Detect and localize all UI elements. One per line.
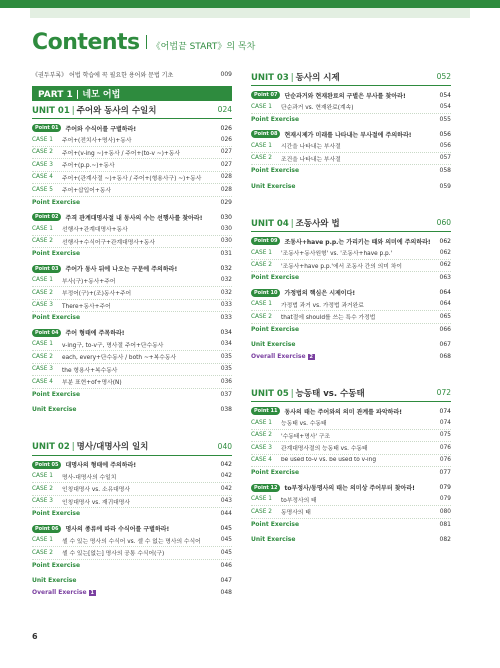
unit-title: 동사의 시제 [295, 72, 340, 83]
case-page: 057 [439, 155, 451, 162]
case-label: CASE 2 [32, 238, 53, 245]
case-label: CASE 1 [32, 136, 53, 143]
case-row[interactable] [32, 364, 232, 377]
unit-exercise-row[interactable] [32, 575, 232, 587]
point-exercise-label: Point Exercise [32, 314, 81, 322]
case-page: 030 [220, 225, 232, 232]
case-title: 선행사+수식어구+관계대명사+동사 [62, 239, 155, 246]
point-title: 단순과거와 현재완료의 구별은 부사를 찾아라! [284, 92, 406, 100]
case-title: 주어+삽입어+동사 [62, 188, 111, 195]
case-row[interactable] [32, 236, 232, 249]
case-row[interactable] [32, 275, 232, 288]
point-title: 가정법의 핵심은 시제이다! [284, 290, 356, 297]
point-exercise-page: 046 [220, 561, 232, 569]
point-exercise-label: Point Exercise [32, 250, 81, 258]
point-exercise-page: 031 [220, 250, 232, 258]
unit-exercise-page: 067 [439, 341, 451, 349]
case-label: CASE 1 [32, 473, 53, 480]
point-title: 대명사의 형태에 주의하라! [65, 462, 137, 469]
case-page: 028 [220, 186, 232, 193]
case-page: 027 [220, 161, 232, 168]
case-title: 명사-대명사의 수일치 [62, 474, 117, 481]
case-title: 부정어(구)+(조)동사+주어 [62, 291, 132, 298]
point-pill: Point 11 [251, 407, 280, 415]
unit-title: 주어와 동사의 수일치 [76, 105, 157, 116]
case-row[interactable] [32, 223, 232, 236]
point-pill: Point 10 [251, 289, 280, 297]
unit-exercise-label: Unit Exercise [251, 341, 296, 349]
case-row[interactable] [32, 147, 232, 160]
case-row[interactable] [32, 134, 232, 147]
case-label: CASE 1 [32, 341, 53, 348]
case-label: CASE 4 [32, 378, 53, 385]
case-row[interactable] [32, 496, 232, 509]
unit-number: UNIT 04 [251, 218, 289, 229]
case-title: 조건을 나타내는 부사절 [281, 156, 341, 163]
point-page: 042 [220, 461, 232, 468]
case-page: 026 [220, 136, 232, 143]
unit-exercise-row[interactable] [251, 534, 451, 546]
case-page: 027 [220, 149, 232, 156]
point-row[interactable] [251, 235, 451, 247]
unit-heading-label [251, 387, 365, 399]
case-page: 043 [220, 498, 232, 505]
point-pill: Point 02 [32, 213, 61, 221]
front-matter-page: 009 [220, 70, 232, 78]
case-page: 079 [439, 496, 451, 503]
case-title: 셀 수 있는 명사의 수식어 vs. 셀 수 없는 명사의 수식어 [62, 538, 201, 545]
point-page: 062 [439, 237, 451, 245]
case-title: 단순과거 vs. 현재완료(계속) [281, 105, 354, 112]
case-page: 030 [220, 238, 232, 245]
right-column [251, 68, 451, 546]
case-row[interactable] [32, 483, 232, 496]
point-exercise-row[interactable] [32, 248, 232, 260]
case-page: 033 [220, 302, 232, 309]
point-exercise-page: 063 [439, 274, 451, 282]
point-pill: Point 12 [251, 484, 280, 492]
case-page: 035 [220, 366, 232, 373]
right-units [251, 68, 451, 546]
point-page: 045 [220, 525, 232, 532]
overall-exercise-badge: 1 [90, 589, 95, 596]
case-label: CASE 3 [32, 366, 53, 373]
left-column [32, 68, 232, 598]
case-page: 080 [439, 508, 451, 515]
top-strip [30, 8, 470, 18]
case-label: CASE 3 [251, 444, 272, 451]
case-label: CASE 5 [32, 186, 53, 193]
case-row[interactable] [32, 184, 232, 197]
point-row[interactable] [251, 287, 451, 299]
overall-exercise-page: 048 [220, 588, 232, 596]
case-page: 064 [439, 301, 451, 308]
unit-heading[interactable] [251, 384, 451, 402]
case-title: each, every+단수동사 / both ~+복수동사 [62, 355, 177, 362]
point-exercise-label: Point Exercise [32, 390, 81, 398]
point-page: 056 [439, 130, 451, 138]
unit-heading[interactable] [32, 101, 232, 119]
unit-number: UNIT 03 [251, 72, 289, 83]
case-row[interactable] [251, 494, 451, 507]
case-label: CASE 1 [32, 225, 53, 232]
case-row[interactable] [251, 311, 451, 324]
case-title: There+동사+주어 [62, 303, 111, 310]
case-page: 062 [439, 262, 451, 269]
unit-number: UNIT 05 [251, 388, 289, 399]
case-row[interactable] [32, 172, 232, 185]
point-row[interactable] [251, 128, 451, 140]
unit-exercise-page: 082 [439, 536, 451, 544]
case-title: '수동태+명사' 구조 [281, 433, 331, 440]
unit-exercise-page: 047 [220, 577, 232, 585]
unit-page: 060 [436, 218, 451, 227]
case-label: CASE 1 [32, 277, 53, 284]
unit-exercise-row[interactable] [251, 339, 451, 351]
point-exercise-label: Point Exercise [251, 167, 300, 175]
case-page: 034 [220, 341, 232, 348]
unit-exercise-page: 059 [439, 182, 451, 190]
overall-exercise-row[interactable] [32, 587, 232, 599]
unit-page: 040 [217, 441, 232, 451]
overall-exercise-label [32, 589, 96, 596]
point-exercise-row[interactable] [251, 272, 451, 284]
case-row[interactable] [32, 376, 232, 389]
case-title: 시간을 나타내는 부사절 [281, 144, 341, 151]
point-page: 074 [439, 407, 451, 415]
case-label: CASE 2 [32, 549, 53, 556]
case-label: CASE 2 [32, 353, 53, 360]
case-page: 032 [220, 277, 232, 284]
case-title: 주어+(v-ing ~)+동사 / 주어+(to-v ~)+동사 [62, 150, 180, 157]
part-1-label: PART 1 | 네모 어법 [38, 90, 121, 100]
case-page: 076 [439, 444, 451, 451]
case-page: 036 [220, 378, 232, 385]
case-page: 028 [220, 174, 232, 181]
case-label: CASE 1 [251, 496, 272, 503]
case-title: 셀 수 있는[없는] 명사의 공통 수식어(구) [62, 551, 165, 558]
case-page: 032 [220, 289, 232, 296]
case-title: 주어+(전치사+명사)+동사 [62, 138, 132, 145]
case-title: that절에 should를 쓰는 특수 가정법 [281, 315, 376, 322]
unit-exercise-label: Unit Exercise [32, 406, 77, 414]
unit-divider: | [290, 72, 294, 83]
unit-heading[interactable] [251, 68, 451, 86]
case-row[interactable] [251, 417, 451, 430]
case-title: be used to-v vs. be used to v-ing [281, 457, 377, 464]
case-label: CASE 2 [32, 485, 53, 492]
case-title: '조동사+동사원형' vs. '조동사+have p.p.' [281, 251, 393, 258]
case-row[interactable] [251, 299, 451, 312]
case-title: 부사(구)+동사+주어 [62, 278, 116, 285]
point-row[interactable] [32, 459, 232, 471]
case-title: 인칭대명사 vs. 소유대명사 [62, 487, 130, 494]
point-page: 026 [220, 124, 232, 132]
case-title: 능동태 vs. 수동태 [281, 421, 327, 428]
point-exercise-page: 055 [439, 115, 451, 123]
unit-exercise-label: Unit Exercise [32, 577, 77, 585]
point-row[interactable] [251, 89, 451, 101]
point-title: 동사의 태는 주어와의 의미 관계를 파악하라! [284, 408, 402, 416]
point-pill: Point 01 [32, 124, 61, 132]
unit-exercise-row[interactable] [251, 181, 451, 193]
point-exercise-row[interactable] [32, 197, 232, 209]
point-exercise-label: Point Exercise [251, 274, 300, 282]
case-label: CASE 1 [251, 103, 272, 110]
point-exercise-page: 029 [220, 198, 232, 206]
case-label: CASE 2 [32, 149, 53, 156]
case-title: 선행사+관계대명사+동사 [62, 227, 128, 234]
case-page: 056 [439, 142, 451, 149]
case-title: to부정사의 태 [281, 497, 317, 504]
unit-page: 052 [436, 72, 451, 81]
case-row[interactable] [251, 260, 451, 273]
point-row[interactable] [32, 122, 232, 134]
unit-title: 조동사와 법 [295, 218, 340, 229]
unit-heading-label [251, 71, 340, 83]
case-row[interactable] [251, 442, 451, 455]
point-row[interactable] [251, 405, 451, 417]
unit-title: 능동태 vs. 수동태 [295, 388, 365, 399]
case-title: 동명사의 태 [281, 510, 311, 517]
case-page: 076 [439, 457, 451, 464]
case-page: 045 [220, 537, 232, 544]
overall-exercise-text: Overall Exercise [32, 588, 87, 596]
case-label: CASE 1 [251, 249, 272, 256]
point-title: 현재시제가 미래를 나타내는 부사절에 주의하라! [284, 131, 412, 139]
point-exercise-label: Point Exercise [32, 198, 81, 206]
case-title: v-ing구, to-v구, 명사절 주어+단수동사 [62, 342, 164, 349]
case-row[interactable] [251, 101, 451, 114]
overall-exercise-row[interactable] [251, 351, 451, 363]
unit-divider: | [290, 218, 294, 229]
case-page: 065 [439, 313, 451, 320]
case-label: CASE 2 [251, 313, 272, 320]
point-pill: Point 08 [251, 130, 280, 138]
case-row[interactable] [251, 455, 451, 468]
page-title: Contents [32, 30, 140, 55]
point-row[interactable] [32, 523, 232, 535]
point-exercise-label: Point Exercise [251, 325, 300, 333]
point-pill: Point 09 [251, 237, 280, 245]
case-title: 주어+(p.p.~)+동사 [62, 163, 115, 170]
case-title: '조동사+have p.p.'에서 조동사 간의 의미 차이 [281, 263, 402, 270]
case-label: CASE 1 [32, 537, 53, 544]
point-title: 주어가 동사 뒤에 나오는 구문에 주의하라! [65, 266, 178, 273]
point-exercise-row[interactable] [251, 519, 451, 531]
unit-exercise-label: Unit Exercise [251, 182, 296, 190]
point-pill: Point 03 [32, 265, 61, 273]
unit-heading-label [251, 217, 340, 229]
unit-heading-label [32, 440, 148, 452]
unit-exercise-label: Unit Exercise [251, 536, 296, 544]
point-row[interactable] [32, 327, 232, 339]
case-page: 062 [439, 249, 451, 256]
point-exercise-page: 058 [439, 167, 451, 175]
case-page: 074 [439, 419, 451, 426]
case-label: CASE 1 [251, 301, 272, 308]
case-label: CASE 3 [32, 302, 53, 309]
point-exercise-label: Point Exercise [32, 510, 81, 518]
point-exercise-page: 037 [220, 390, 232, 398]
case-row[interactable] [32, 535, 232, 548]
case-label: CASE 3 [32, 161, 53, 168]
unit-exercise-page: 038 [220, 406, 232, 414]
unit-spacer [32, 416, 232, 438]
unit-page: 072 [436, 388, 451, 397]
case-row[interactable] [32, 471, 232, 484]
unit-heading-label [32, 104, 156, 116]
part-1-banner [32, 86, 232, 101]
top-bar [0, 0, 500, 8]
case-row[interactable] [32, 547, 232, 560]
page-subtitle: 《어법끝 START》의 목차 [151, 42, 256, 52]
overall-exercise-text: Overall Exercise [251, 352, 306, 360]
point-title: 주어와 수식어를 구별하라! [65, 125, 137, 133]
case-label: CASE 2 [251, 262, 272, 269]
point-title: 주격 관계대명사절 내 동사의 수는 선행사를 찾아라! [65, 214, 203, 222]
case-row[interactable] [32, 159, 232, 172]
case-label: CASE 3 [32, 498, 53, 505]
title-divider [146, 35, 147, 49]
point-exercise-label: Point Exercise [32, 561, 81, 569]
case-label: CASE 4 [32, 174, 53, 181]
point-row[interactable] [32, 263, 232, 275]
point-pill: Point 07 [251, 91, 280, 99]
case-row[interactable] [251, 140, 451, 153]
point-exercise-page: 077 [439, 469, 451, 477]
point-row[interactable] [32, 211, 232, 223]
left-units [32, 101, 232, 598]
point-title: 주어 형태에 주목하라! [65, 330, 125, 337]
case-label: CASE 2 [251, 432, 272, 439]
point-exercise-row[interactable] [251, 324, 451, 336]
unit-exercise-row[interactable] [32, 404, 232, 416]
point-page: 030 [220, 213, 232, 221]
point-title: 조동사+have p.p.는 가리키는 때와 의미에 주의하라! [284, 238, 431, 246]
case-row[interactable] [251, 247, 451, 260]
overall-exercise-badge: 2 [309, 353, 314, 360]
case-label: CASE 2 [251, 155, 272, 162]
case-title: 부분 표현+of+명사(N) [62, 380, 122, 387]
point-exercise-page: 033 [220, 314, 232, 322]
unit-title: 명사/대명사의 일치 [76, 442, 149, 452]
point-exercise-row[interactable] [251, 165, 451, 177]
case-label: CASE 2 [32, 289, 53, 296]
case-title: 주어+(관계사절 ~)+동사 / 주어+(형용사구) ~)+동사 [62, 175, 202, 182]
point-page: 079 [439, 484, 451, 491]
unit-divider: | [290, 388, 294, 399]
point-exercise-label: Point Exercise [251, 469, 300, 477]
point-exercise-row[interactable] [251, 467, 451, 479]
case-page: 042 [220, 473, 232, 480]
contents-header [32, 30, 255, 60]
unit-divider: | [71, 442, 75, 452]
point-page: 034 [220, 329, 232, 336]
point-pill: Point 04 [32, 329, 61, 337]
case-page: 075 [439, 432, 451, 439]
case-page: 035 [220, 353, 232, 360]
case-row[interactable] [251, 430, 451, 443]
case-title: 인칭대명사 vs. 재귀대명사 [62, 499, 130, 506]
point-exercise-page: 066 [439, 325, 451, 333]
point-page: 054 [439, 91, 451, 99]
point-exercise-label: Point Exercise [251, 520, 300, 528]
case-label: CASE 1 [251, 419, 272, 426]
point-title: 명사의 종류에 따라 수식어를 구별하라! [65, 526, 170, 533]
point-exercise-page: 044 [220, 510, 232, 518]
unit-heading[interactable] [251, 214, 451, 232]
point-exercise-row[interactable] [32, 560, 232, 572]
page-number: 6 [32, 632, 38, 641]
case-page: 054 [439, 103, 451, 110]
point-exercise-page: 081 [439, 520, 451, 528]
point-exercise-row[interactable] [32, 389, 232, 401]
unit-divider: | [71, 105, 75, 116]
case-label: CASE 2 [251, 508, 272, 515]
front-matter-label: 《권두부록》 어법 학습에 꼭 필요한 용어와 문법 기초 [32, 71, 174, 79]
point-pill: Point 06 [32, 525, 61, 533]
unit-page: 024 [217, 105, 232, 114]
case-row[interactable] [32, 351, 232, 364]
front-matter-row[interactable] [32, 68, 232, 80]
overall-exercise-label [251, 353, 315, 360]
unit-number: UNIT 01 [32, 105, 70, 116]
point-page: 032 [220, 265, 232, 272]
case-row[interactable] [251, 506, 451, 519]
overall-exercise-page: 068 [439, 352, 451, 360]
unit-number: UNIT 02 [32, 442, 70, 452]
point-exercise-row[interactable] [32, 312, 232, 324]
point-pill: Point 05 [32, 461, 61, 469]
point-row[interactable] [251, 482, 451, 494]
point-title: to부정사/동명사의 태는 의미상 주어부터 찾아라! [284, 485, 415, 492]
case-row[interactable] [32, 300, 232, 313]
case-page: 042 [220, 485, 232, 492]
case-row[interactable] [32, 287, 232, 300]
case-label: CASE 4 [251, 457, 272, 464]
point-exercise-row[interactable] [32, 508, 232, 520]
unit-spacer [251, 192, 451, 214]
case-page: 045 [220, 549, 232, 556]
point-page: 064 [439, 289, 451, 296]
case-title: 가정법 과거 vs. 가정법 과거완료 [281, 302, 364, 309]
case-label: CASE 1 [251, 142, 272, 149]
case-title: 관계대명사절의 능동태 vs. 수동태 [281, 446, 368, 453]
point-exercise-row[interactable] [251, 114, 451, 126]
case-title: the 형용사+복수동사 [62, 367, 118, 374]
case-row[interactable] [251, 153, 451, 166]
unit-heading[interactable] [32, 438, 232, 456]
case-row[interactable] [32, 339, 232, 352]
unit-spacer [251, 362, 451, 384]
point-exercise-label: Point Exercise [251, 115, 300, 123]
